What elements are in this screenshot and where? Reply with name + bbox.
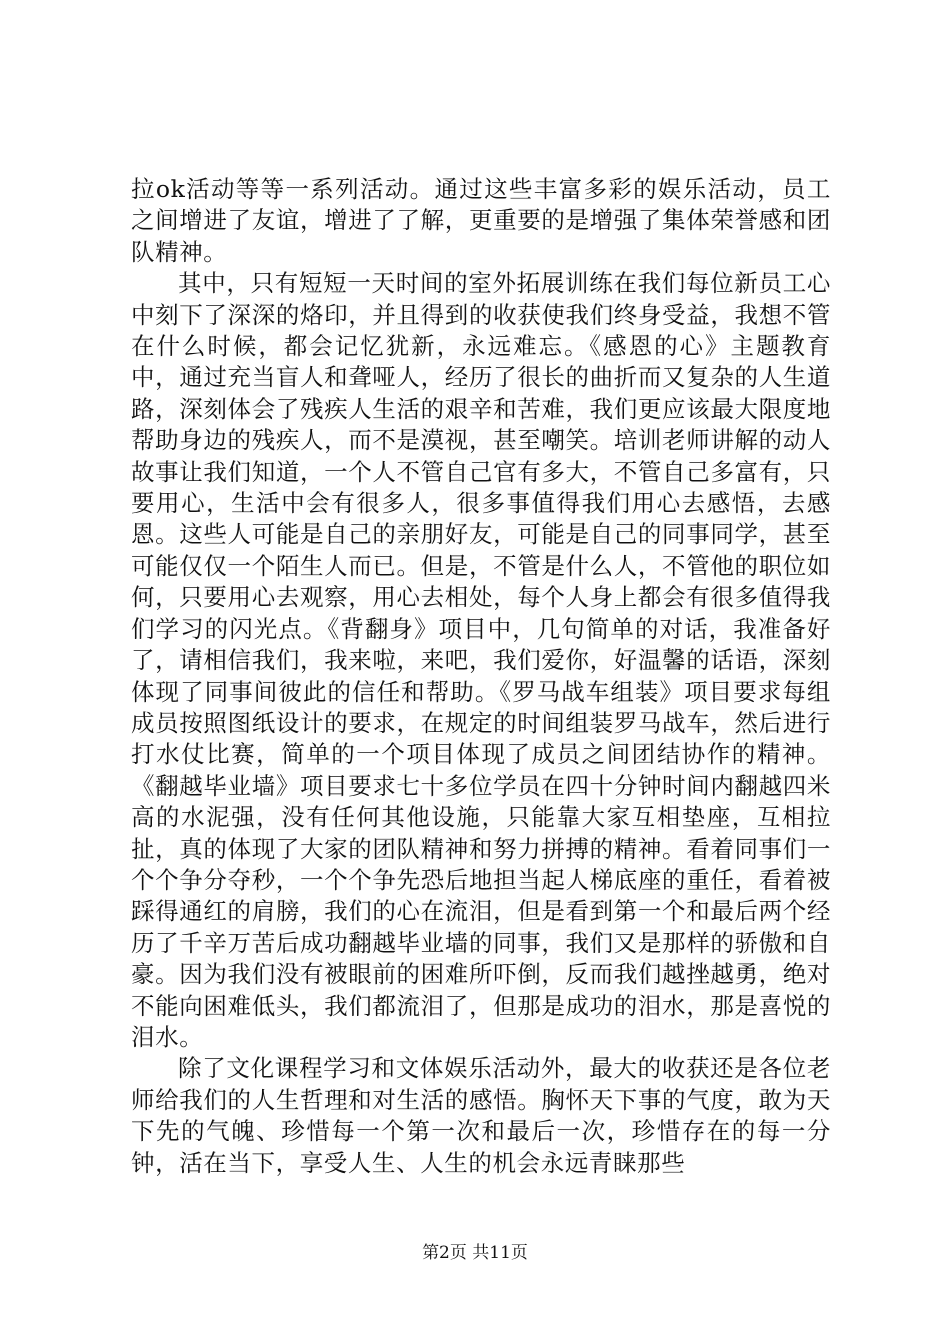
paragraph-1: 拉ok活动等等一系列活动。通过这些丰富多彩的娱乐活动，员工之间增进了友谊，增进了了解，更重要的是增强了集体荣誉感和团队精神。 [131,175,831,266]
paragraph-2: 其中，只有短短一天时间的室外拓展训练在我们每位新员工心中刻下了深深的烙印，并且得到的收获使我们终身受益，我想不管在什么时候，都会记忆犹新，永远难忘。《感恩的心》主题教育中，通过充当盲人和聋哑人，经历了很长的曲折而又复杂的人生道路，深刻体会了残疾人生活的艰辛和苦难，我们更应该最大限度地帮助身边的残疾人，而不是漠视，甚至嘲笑。培训老师讲解的动人故事让我们知道，一个人不管自己官有多大，不管自己多富有，只要用心，生活中会有很多人，很多事值得我们用心去感悟，去感恩。这些人可能是自己的亲朋好友，可能是自己的同事同学，甚至可能仅仅一个陌生人而已。但是，不管是什么人，不管他的职位如何，只要用心去观察，用心去相处，每个人身上都会有很多值得我们学习的闪光点。《背翻身》项目中，几句简单的对话，我准备好了，请相信我们，我来啦，来吧，我们爱你，好温馨的话语，深刻体现了同事间彼此的信任和帮助。《罗马战车组装》项目要求每组成员按照图纸设计的要求，在规定的时间组装罗马战车，然后进行打水仗比赛，简单的一个项目体现了成员之间团结协作的精神。《翻越毕业墙》项目要求七十多位学员在四十分钟时间内翻越四米高的水泥强，没有任何其他设施，只能靠大家互相垫座，互相拉扯，真的体现了大家的团队精神和努力拼搏的精神。看着同事们一个个争分夺秒，一个个争先恐后地担当起人梯底座的重任，看着被踩得通红的肩膀，我们的心在流泪，但是看到第一个和最后两个经历了千辛万苦后成功翻越毕业墙的同事，我们又是那样的骄傲和自豪。因为我们没有被眼前的困难所吓倒，反而我们越挫越勇，绝对不能向困难低头，我们都流泪了，但那是成功的泪水，那是喜悦的泪水。 [131,269,831,1051]
body-text [131,174,831,1179]
page-footer: 第2页 共11页 [422,1243,528,1263]
paragraph-3: 除了文化课程学习和文体娱乐活动外，最大的收获还是各位老师给我们的人生哲理和对生活的感悟。胸怀天下事的气度，敢为天下先的气魄、珍惜每一个第一次和最后一次，珍惜存在的每一分钟，活在当下，享受人生、人生的机会永远青睐那些 [131,1054,831,1177]
